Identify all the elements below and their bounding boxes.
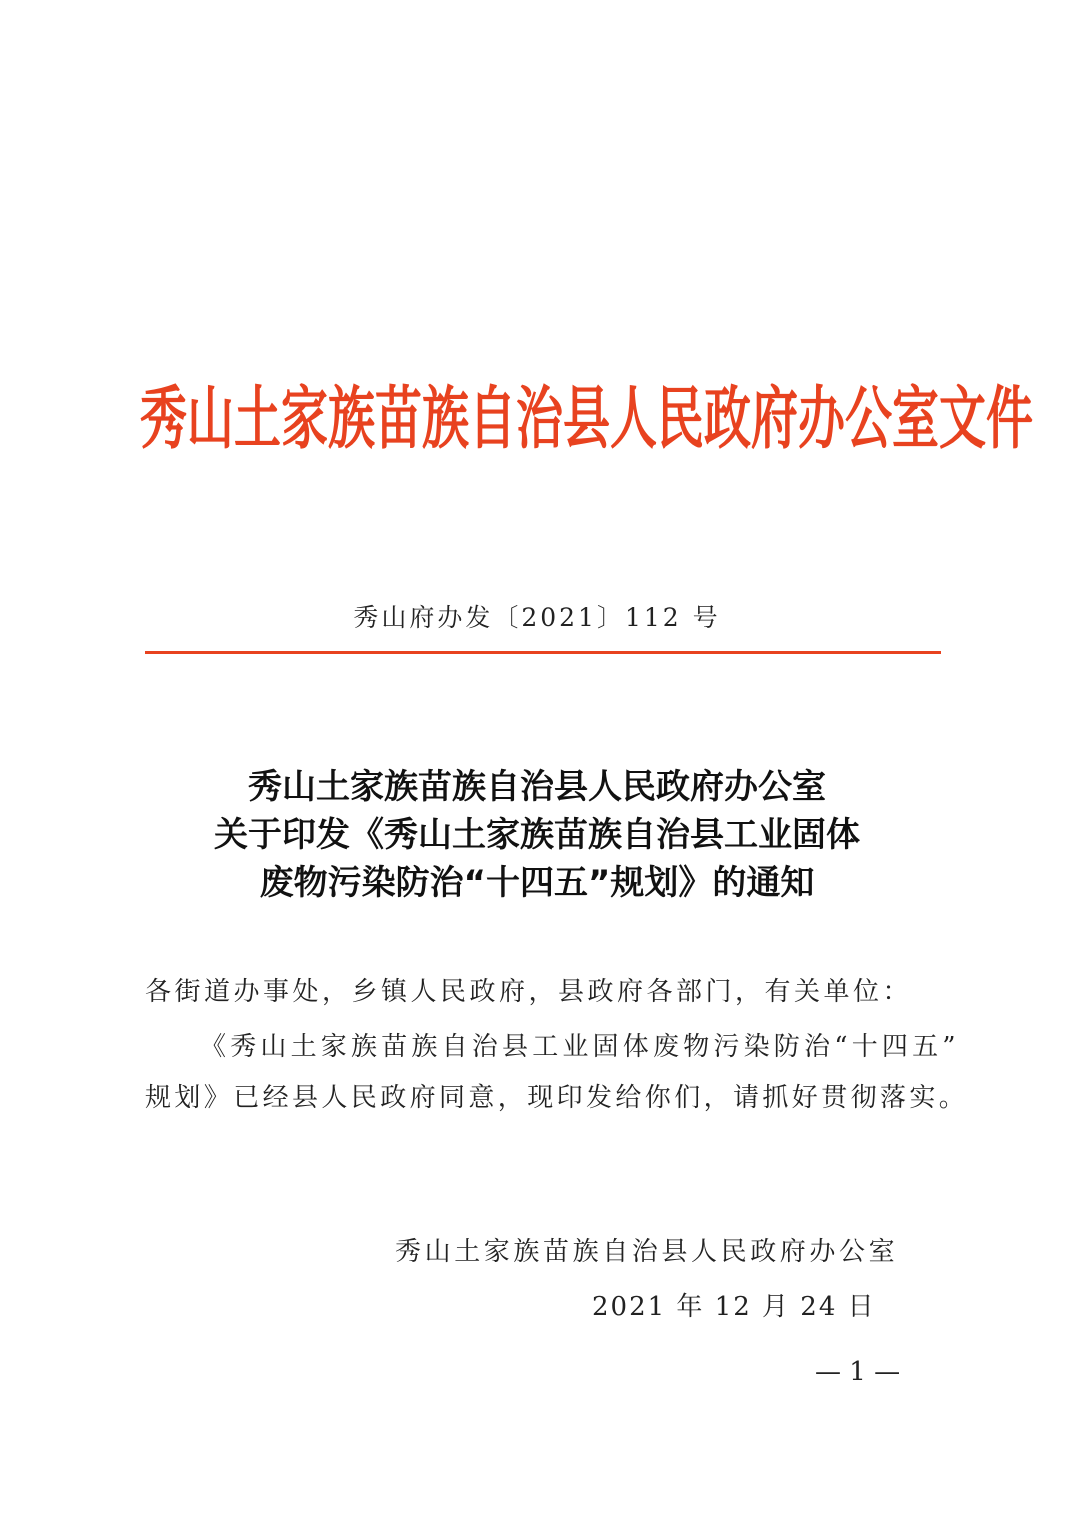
page-number: — 1 — <box>815 1357 901 1387</box>
document-title <box>100 763 974 907</box>
red-divider-line <box>145 651 941 654</box>
body-paragraph-line: 规划》已经县人民政府同意，现印发给你们，请抓好贯彻落实。 <box>145 1083 969 1113</box>
issuer-signature: 秀山土家族苗族自治县人民政府办公室 <box>395 1237 899 1267</box>
title-line: 关于印发《秀山土家族苗族自治县工业固体 <box>214 815 860 855</box>
salutation: 各街道办事处，乡镇人民政府，县政府各部门，有关单位： <box>145 977 913 1007</box>
issue-date: 2021 年 12 月 24 日 <box>592 1292 876 1322</box>
red-masthead-header: 秀山土家族苗族自治县人民政府办公室文件 <box>140 379 1033 460</box>
title-line: 秀山土家族苗族自治县人民政府办公室 <box>248 767 826 807</box>
document-number: 秀山府办发〔2021〕112 号 <box>353 603 721 632</box>
title-line: 废物污染防治“十四五”规划》的通知 <box>259 863 815 903</box>
body-paragraph-line: 《秀山土家族苗族自治县工业固体废物污染防治“十四五” <box>200 1032 960 1062</box>
